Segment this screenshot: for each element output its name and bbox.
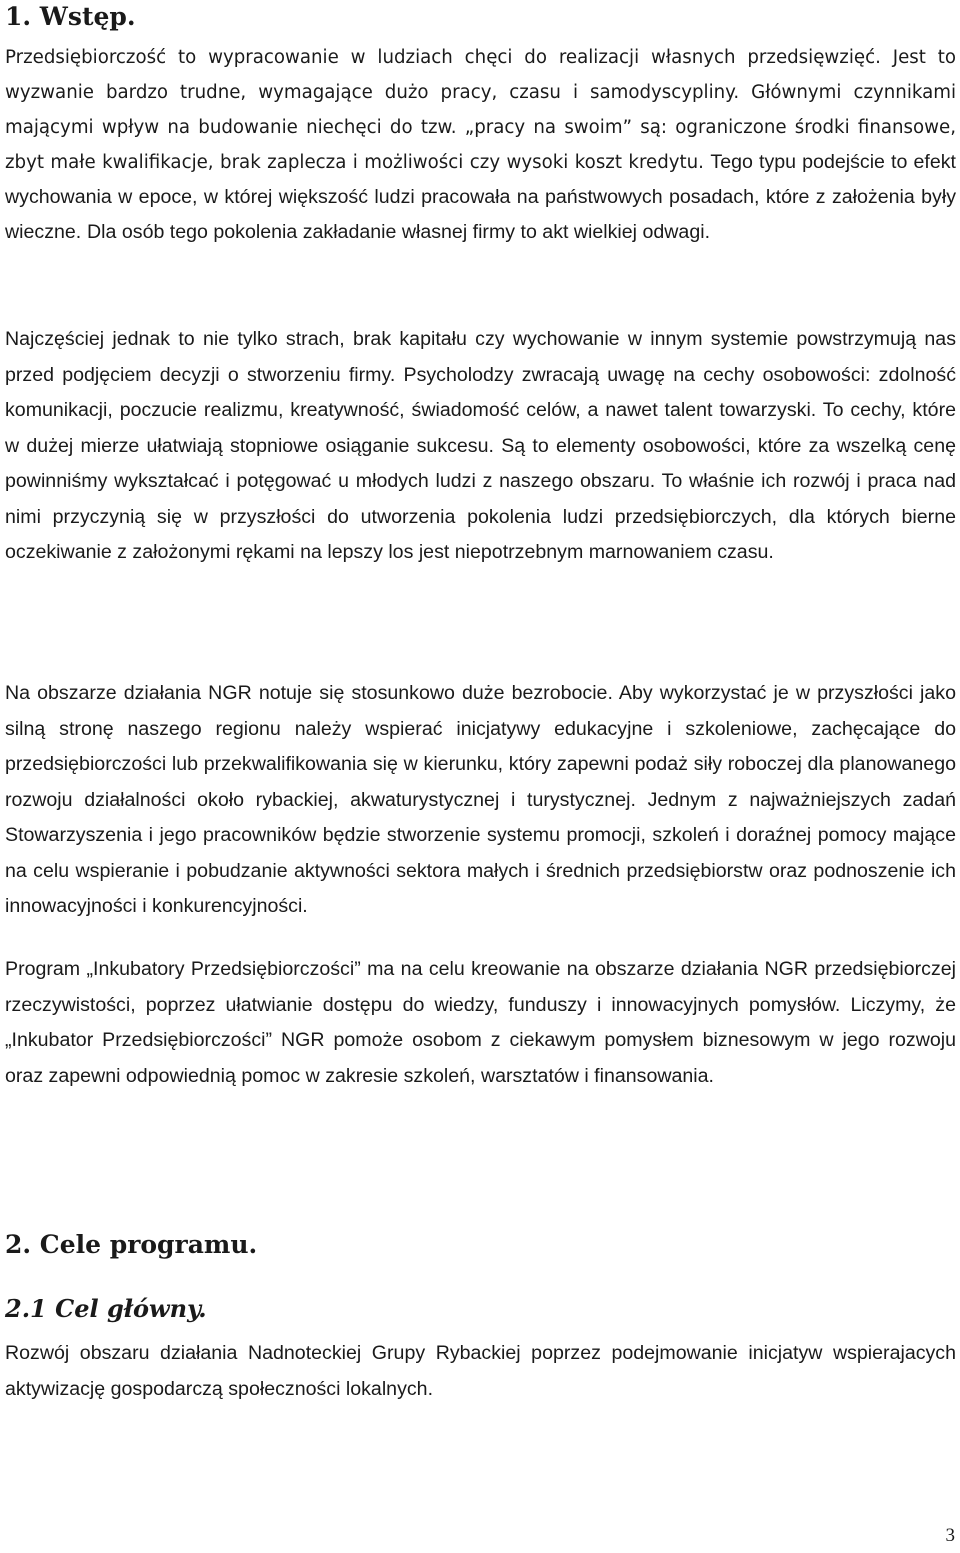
paragraph-introduction-part1: Przedsiębiorczość to wypracowanie w ludziach chęci do realizacji własnych przedsięwzięć. Jest to wyzwanie bardzo trudne, wymagające dużo pracy, czasu i samodyscypliny. Głównymi czynnikami mającymi wpływ na budowanie niechęci do tzw. „pracy na swoim” są: ograniczone środki finansowe, zbyt małe kwalifikacje, brak zaplecza i możliwości czy wysoki koszt kredytu. [5,47,956,173]
paragraph-main-goal: Rozwój obszaru działania Nadnoteckiej Grupy Rybackiej poprzez podejmowanie inicjatyw wspierajacych aktywizację gospodarczą społeczności lokalnych. [5,1342,956,1400]
section-heading-introduction: 1. Wstęp. [5,2,136,31]
paragraph-unemployment: Na obszarze działania NGR notuje się stosunkowo duże bezrobocie. Aby wykorzystać je w przyszłości jako silną stronę naszego regionu należy wspierać inicjatywy edukacyjne i szkoleniowe, zachęcające do przedsiębiorczości lub przekwalifikowania się w kierunku, który zapewni podaż siły roboczej dla planowanego rozwoju działalności około rybackiej, akwaturystycznej i turystycznej. Jednym z najważniejszych zadań Stowarzyszenia i jego pracowników będzie stworzenie systemu promocji, szkoleń i doraźnej pomocy mające na celu wspieranie i pobudzanie aktywności sektora małych i średnich przedsiębiorstw oraz podnoszenie ich innowacyjności i konkurencyjności. [5,682,956,917]
paragraph-introduction [5,40,956,250]
subsection-heading-main-goal: 2.1 Cel główny. [5,1294,207,1323]
page-number: 3 [945,1525,955,1546]
paragraph-personality-traits: Najczęściej jednak to nie tylko strach, brak kapitału czy wychowanie w innym systemie powstrzymują nas przed podjęciem decyzji o stworzeniu firmy. Psycholodzy zwracają uwagę na cechy osobowości: zdolność komunikacji, poczucie realizmu, kreatywność, świadomość celów, a nawet talent towarzyski. To cechy, które w dużej mierze ułatwiają stopniowe osiąganie sukcesu. Są to elementy osobowości, które za wszelką cenę powinniśmy wykształcać i potęgować u młodych ludzi z naszego obszaru. To właśnie ich rozwój i praca nad nimi przyczynią się w przyszłości do utworzenia pokolenia ludzi przedsiębiorczych, dla których bierne oczekiwanie z założonymi rękami na lepszy los jest niepotrzebnym marnowaniem czasu. [5,328,956,563]
paragraph-introduction-part3: Dla osób tego pokolenia zakładanie własnej firmy to akt wielkiej odwagi. [87,221,711,243]
section-heading-program-goals: 2. Cele programu. [5,1230,258,1259]
paragraph-introduction-part2: Tego typu podejście to efekt wychowania w epoce, w której większość ludzi pracowała na państwowych posadach, które z założenia były wieczne. [5,151,956,243]
paragraph-incubator-program: Program „Inkubatory Przedsiębiorczości” ma na celu kreowanie na obszarze działania NGR przedsiębiorczej rzeczywistości, poprzez ułatwianie dostępu do wiedzy, funduszy i innowacyjnych pomysłów. Liczymy, że „Inkubator Przedsiębiorczości” NGR pomoże osobom z ciekawym pomysłem biznesowym w jego rozwoju oraz zapewni odpowiednią pomoc w zakresie szkoleń, warsztatów i finansowania. [5,958,956,1087]
